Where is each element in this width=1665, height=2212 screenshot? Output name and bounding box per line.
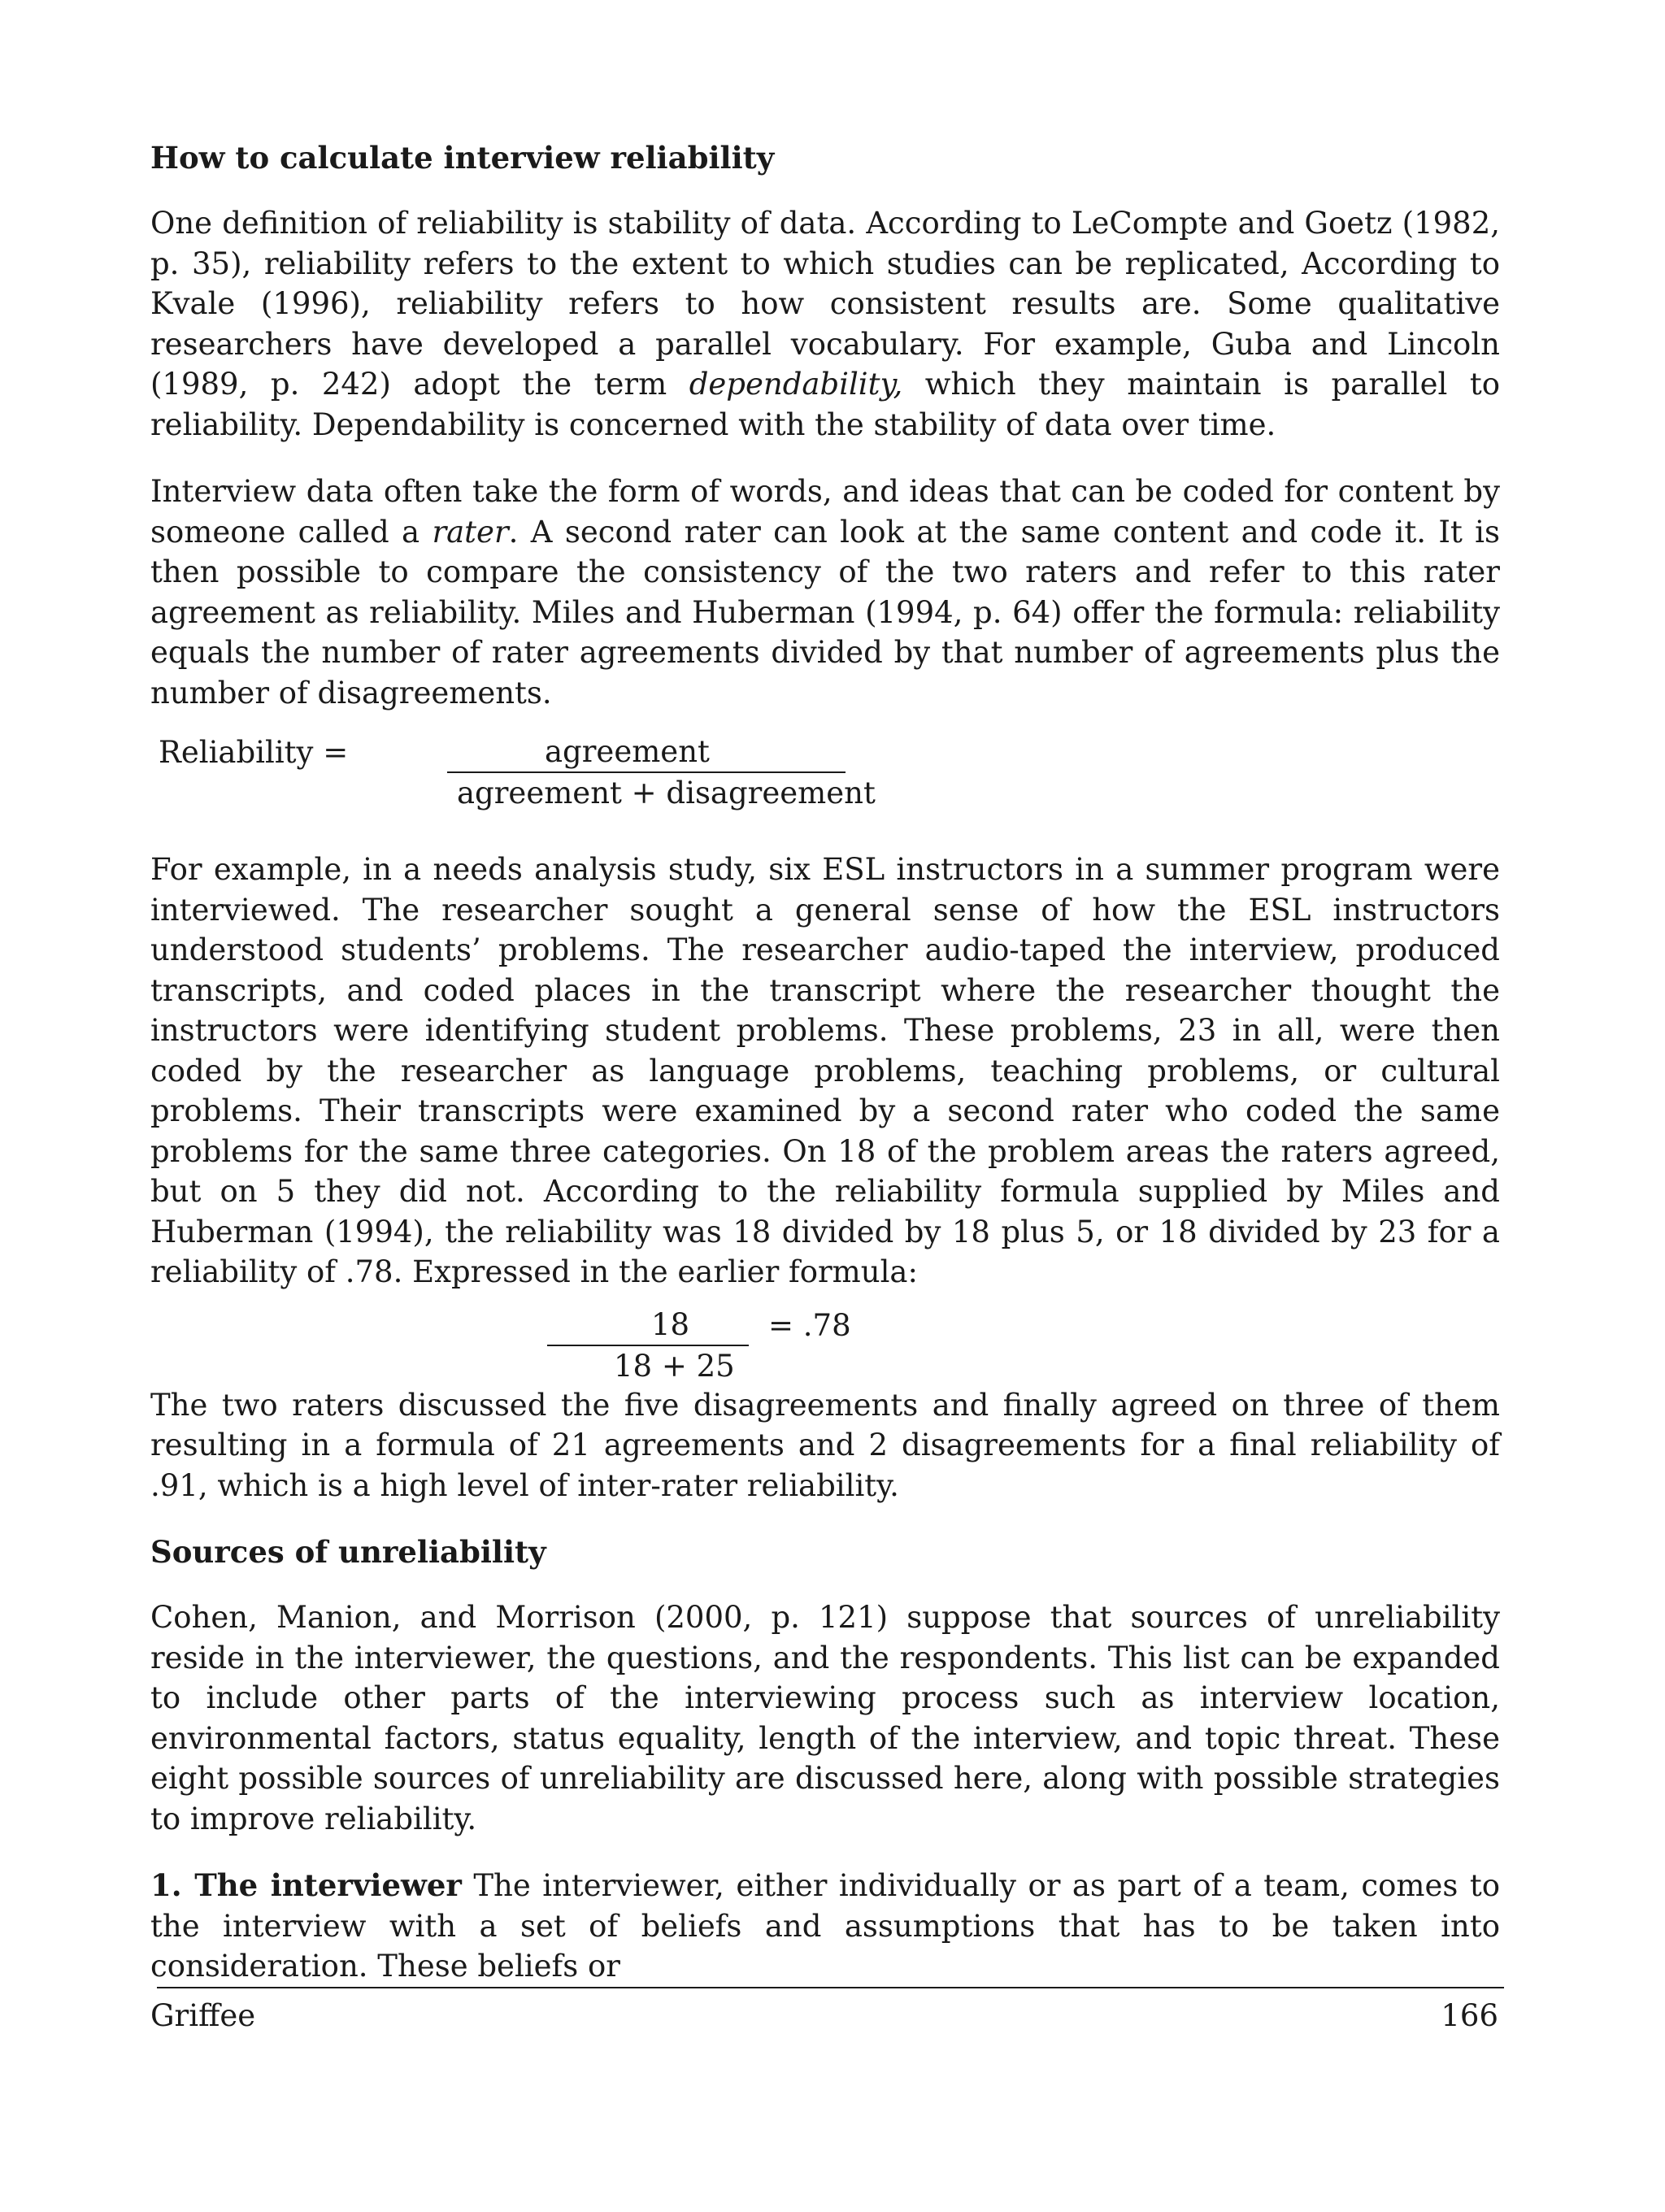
formula-numerator-text: agreement [545,734,710,769]
paragraph-rater-agreement [150,472,1500,713]
footer-page-number: 166 [1441,1998,1498,2033]
italic-term-rater: rater [432,514,509,550]
formula-numerator [447,732,846,773]
paragraph-final-reliability: The two raters discussed the five disagreements and finally agreed on three of them resulting in a formula of 21 agreements and 2 disagreements for a final reliability of .91, which is a high level of inter-rater reliability. [150,1387,1500,1503]
example-formula-denominator: 18 + 25 [614,1348,735,1384]
paragraph-the-interviewer [150,1866,1500,1987]
footer-author: Griffee [150,1998,256,2033]
paragraph-reliability-definition [150,203,1500,445]
example-formula-numerator-text: 18 [651,1306,690,1342]
page-body [150,138,1500,1987]
example-formula [150,1306,1500,1385]
example-formula-result: = .78 [768,1307,851,1343]
paragraph-text: One definition of reliability is stability of data. According to LeCompte and Goetz (1982, p. 35), reliability refers to the extent to which studies can be replicated, According to Kvale (1996), reliability refers to how consistent results are. Some qualitative researchers have developed a parallel vocabulary. For example, Guba and Lincoln (1989, p. 242) adopt the term [150,206,1500,402]
section-heading-interview-reliability: How to calculate interview reliability [150,140,775,176]
section-heading-unreliability: Sources of unreliability [150,1534,546,1570]
paragraph-needs-analysis-example: For example, in a needs analysis study, six ESL instructors in a summer program were interviewed. The researcher sought a general sense of how the ESL instructors understood students’ problems. The researcher audio-taped the interview, produced transcripts, and coded places in the transcript where the researcher thought the instructors were identifying student problems. These problems, 23 in all, were then coded by the researcher as language problems, teaching problems, or cultural problems. Their transcripts were examined by a second rater who coded the same problems for the same three categories. On 18 of the problem areas the raters agreed, but on 5 they did not. According to the reliability formula supplied by Miles and Huberman (1994), the reliability was 18 divided by 18 plus 5, or 18 divided by 23 for a reliability of .78. Expressed in the earlier formula: [150,852,1500,1289]
paragraph-text: . A second rater can look at the same content and code it. It is then possible to compare the consistency of the two raters and refer to this rater agreement as reliability. Miles and Huberman (1994, p. 64) offer the formula: reliability equals the number of rater agreements divided by that number of agreements plus the number of disagreements. [150,514,1500,711]
footer-rule [157,1987,1504,1988]
formula-label: Reliability = [159,735,349,770]
run-in-heading-interviewer: 1. The interviewer [150,1867,462,1903]
paragraph-sources-of-unreliability: Cohen, Manion, and Morrison (2000, p. 121) suppose that sources of unreliability reside in the interviewer, the questions, and the respondents. This list can be expanded to include other parts of the interviewing process such as interview location, environmental factors, status equality, length of the interview, and topic threat. These eight possible sources of unreliability are discussed here, along with possible strategies to improve reliability. [150,1600,1500,1836]
reliability-formula [150,732,1500,850]
italic-term-dependability: dependability, [689,367,903,402]
paragraph-text: Interview data often take the form of words, and ideas that can be coded for content by someone called a [150,474,1500,550]
paragraph-text: which they maintain is parallel to reliability. Dependability is concerned with the stability of data over time. [150,367,1501,442]
paragraph-text: The interviewer, either individually or as part of a team, comes to the interview with a set of beliefs and assumptions that has to be taken into consideration. These beliefs or [150,1868,1500,1984]
formula-denominator: agreement + disagreement [457,776,876,810]
example-formula-numerator [547,1306,749,1346]
